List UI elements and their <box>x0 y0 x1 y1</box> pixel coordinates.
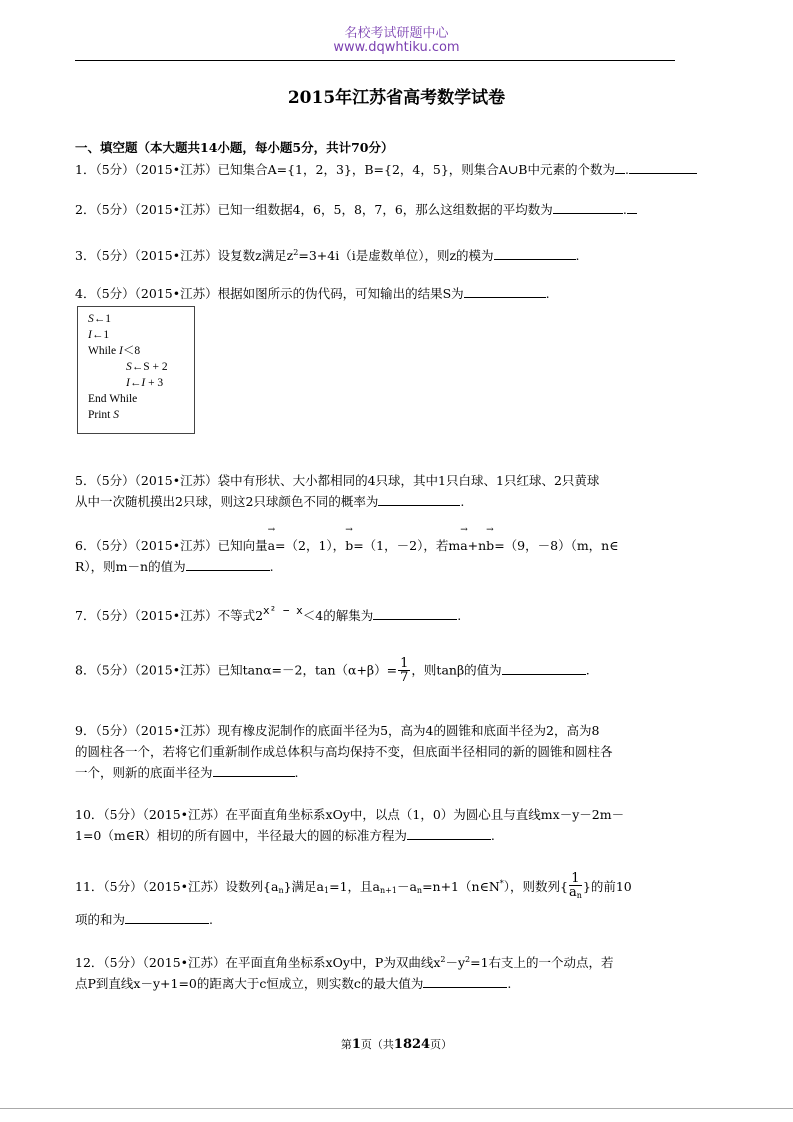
answer-blank <box>627 199 637 214</box>
answer-blank <box>553 199 623 214</box>
question-5: 5．（5分）（2015•江苏）袋中有形状、大小都相同的4只球，其中1只白球、1只红球、2只黄球 从中一次随机摸出2只球，则这2只球颜色不同的概率为 . <box>75 473 600 509</box>
question-10: 10．（5分）（2015•江苏）在平面直角坐标系xOy中，以点（1，0）为圆心且与直线mx－y－2m－ 1=0（m∈R）相切的所有圆中，半径最大的圆的标准方程为 . <box>75 807 625 843</box>
question-3: 3．（5分）（2015•江苏）设复数z满足$z^2=3+4i(i$是虚数单位），则z的模为 . <box>75 242 735 266</box>
question-8: 8．（5分）（2015•江苏）已知tanα=－2，tan（α+β）= $\frac{1}{7}$ ，则tanβ的值为 . <box>75 656 590 685</box>
question-2: 2．（5分）（2015•江苏）已知一组数据4，6，5，8，7，6，那么这组数据的平均数为 . <box>75 199 735 220</box>
total-pages: 1824 <box>393 1037 431 1052</box>
page-footer: 第1页（共1824页） <box>340 1037 453 1052</box>
fraction: $\frac{1}{a_n}$ <box>568 871 582 900</box>
question-11: 11．（5分）（2015•江苏）设数列$\{a_n\}$满足$a_1=1$，且$a_{n+1}-a_n=n+1(n\in N^*)$，则数列{ $\frac{1}{a_n}$ }的前10 项的和为 . <box>75 871 632 927</box>
question-7: 7．（5分）（2015•江苏）不等式2x² − x＜4的解集为 . <box>75 604 462 623</box>
site-name: 名校考试研题中心 <box>344 26 449 41</box>
page-title: 2015年江苏省高考数学试卷 <box>287 88 506 108</box>
fraction: $\frac{1}{7}$ <box>400 656 409 685</box>
site-url[interactable]: www.dqwhtiku.com <box>333 40 460 55</box>
answer-blank <box>407 825 491 840</box>
vector-b: → b <box>486 525 495 553</box>
page-bottom-rule <box>0 1108 793 1109</box>
answer-blank <box>378 491 460 506</box>
question-6: 6．（5分）（2015•江苏）已知向量 → a=（2，1）， → b=（1，－2），若m → a+n → b=（9，－8）（m，n∈ R），则m－n的值为 . <box>75 525 619 574</box>
vector-b: → b <box>345 525 354 553</box>
page-number: 1 <box>351 1037 361 1052</box>
answer-blank <box>213 762 295 777</box>
answer-blank <box>494 245 576 260</box>
answer-blank <box>186 556 270 571</box>
pseudo-code-box: S←1 I←1 While I＜8 S←S + 2 I←I + 3 End While Print S <box>77 306 195 434</box>
question-9: 9．（5分）（2015•江苏）现有橡皮泥制作的底面半径为5，高为4的圆锥和底面半径为2，高为8 的圆柱各一个，若将它们重新制作成总体积与高均保持不变，但底面半径相同的新的圆锥和圆柱各 一个，则新的底面半径为 . <box>75 723 613 780</box>
section-heading: 一、填空题（本大题共14小题，每小题5分，共计70分） <box>75 140 394 155</box>
question-1: 1．（5分）（2015•江苏）已知集合A={1，2，3}，B={2，4，5}，则集合A∪B中元素的个数为 . <box>75 159 735 180</box>
answer-blank <box>125 909 209 924</box>
answer-blank <box>615 159 625 174</box>
answer-blank <box>629 159 697 174</box>
header-rule <box>75 60 675 61</box>
exponent: x² − x <box>263 604 303 617</box>
question-4: 4．（5分）（2015•江苏）根据如图所示的伪代码，可知输出的结果S为 . <box>75 283 735 304</box>
answer-blank <box>423 973 507 988</box>
answer-blank <box>373 605 457 620</box>
answer-blank <box>464 283 546 298</box>
answer-blank <box>502 660 586 675</box>
vector-a: → a <box>267 525 276 553</box>
question-12: 12．（5分）（2015•江苏）在平面直角坐标系xOy中，P为双曲线$x^2-y^2=1$右支上的一个动点，若 点P到直线x－y+1=0的距离大于c恒成立，则实数c的最大值为 . <box>75 955 614 991</box>
vector-a: → a <box>460 525 468 553</box>
